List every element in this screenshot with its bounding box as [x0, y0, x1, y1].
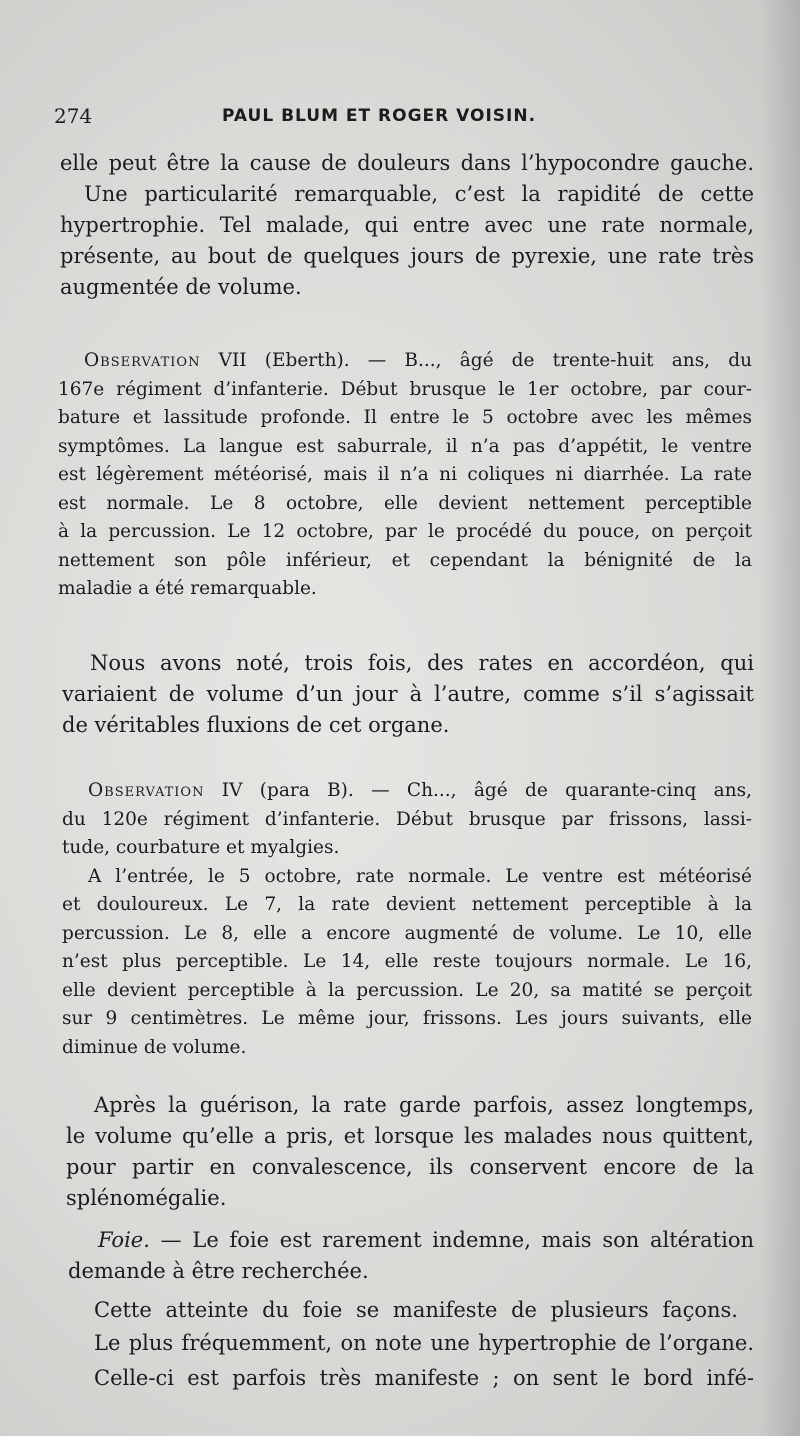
text-line: est légèrement météorisé, mais il n’a ni coliques ni diarrhée. La rate	[58, 464, 752, 485]
text-line: le volume qu’elle a pris, et lorsque les malades nous quittent,	[66, 1124, 754, 1148]
text-line: du 120e régiment d’infanterie. Début brusque par frissons, lassi-	[62, 808, 752, 830]
text-line: est normale. Le 8 octobre, elle devient nettement perceptible	[58, 492, 752, 514]
text-line: A l’entrée, le 5 octobre, rate normale. Le ventre est météorisé	[88, 865, 752, 887]
text-line: de véritables fluxions de cet organe.	[62, 713, 450, 737]
text-line: diminue de volume.	[62, 1036, 247, 1058]
observation-first-line	[62, 777, 752, 806]
observation-label: Observation	[88, 780, 205, 801]
liver-first-line	[68, 1225, 754, 1256]
text-line: augmentée de volume.	[60, 275, 302, 299]
text-line: variaient de volume d’un jour à l’autre, comme s’il s’agissait	[62, 682, 754, 706]
paragraph-liver-edge	[68, 1363, 754, 1394]
text-line: bature et lassitude profonde. Il entre le 5 octobre avec les mêmes	[58, 407, 752, 428]
page-number: 274	[54, 104, 93, 128]
paragraph-liver-manifest	[68, 1295, 738, 1326]
text-line: elle devient perceptible à la percussion. Le 20, sa matité se perçoit	[62, 979, 752, 1001]
text-line: tude, courbature et myalgies.	[62, 837, 340, 858]
text-line: présente, au bout de quelques jours de pyrexie, une rate très	[60, 244, 754, 268]
text-line: Celle-ci est parfois très manifeste ; on sent le bord infé-	[94, 1366, 754, 1390]
text-line: splénomégalie.	[66, 1186, 227, 1210]
paragraph-liver-hypertrophy	[68, 1328, 754, 1359]
text-line: elle peut être la cause de douleurs dans l’hypocondre gauche.	[60, 151, 754, 175]
text-line: Nous avons noté, trois fois, des rates en accordéon, qui	[90, 651, 754, 675]
text-line: maladie a été remarquable.	[58, 578, 317, 599]
text-line: nettement son pôle inférieur, et cependant la bénignité de la	[58, 549, 752, 571]
text-line: n’est plus perceptible. Le 14, elle reste toujours normale. Le 16,	[62, 951, 752, 972]
text-line: demande à être recherchée.	[68, 1259, 369, 1283]
text-line: Le plus fréquemment, on note une hypertrophie de l’organe.	[94, 1331, 754, 1355]
text-line: Après la guérison, la rate garde parfois, assez longtemps,	[94, 1093, 754, 1117]
observation-heading-text: IV (para B). — Ch..., âgé de quarante-cinq ans,	[221, 780, 752, 801]
text-line: percussion. Le 8, elle a encore augmenté de volume. Le 10, elle	[62, 922, 752, 944]
text-line: 167e régiment d’infanterie. Début brusque le 1er octobre, par cour-	[58, 378, 752, 400]
text-line: pour partir en convalescence, ils conservent encore de la	[66, 1155, 754, 1179]
section-heading-liver: Foie.	[98, 1228, 150, 1252]
text-line: sur 9 centimètres. Le même jour, frissons. Les jours suivants, elle	[62, 1008, 752, 1029]
text-line: Une particularité remarquable, c’est la rapidité de cette	[84, 182, 754, 206]
page-edge-shadow	[760, 0, 800, 1436]
paragraph-after-recovery	[66, 1090, 754, 1214]
text-line: symptômes. La langue est saburrale, il n’a pas d’appétit, le ventre	[58, 435, 752, 457]
paragraph-spleen-rapidity	[60, 148, 754, 303]
observation-label: Observation	[84, 350, 201, 371]
paragraph-liver	[68, 1225, 754, 1287]
observation-vii	[58, 347, 752, 604]
running-title: PAUL BLUM ET ROGER VOISIN.	[222, 106, 537, 126]
paragraph-accordion-spleens	[62, 648, 754, 741]
text-line: Cette atteinte du foie se manifeste de plusieurs façons.	[94, 1298, 738, 1322]
running-header	[54, 104, 754, 134]
observation-first-line	[58, 347, 752, 376]
liver-heading-text: — Le foie est rarement indemne, mais son altération	[149, 1228, 754, 1252]
text-line: à la percussion. Le 12 octobre, par le procédé du pouce, on perçoit	[58, 521, 752, 542]
observation-iv	[62, 777, 752, 1062]
text-line: hypertrophie. Tel malade, qui entre avec une rate normale,	[60, 213, 754, 237]
observation-heading-text: VII (Eberth). — B..., âgé de trente-huit ans, du	[218, 350, 752, 371]
text-line: et douloureux. Le 7, la rate devient nettement perceptible à la	[62, 894, 752, 915]
